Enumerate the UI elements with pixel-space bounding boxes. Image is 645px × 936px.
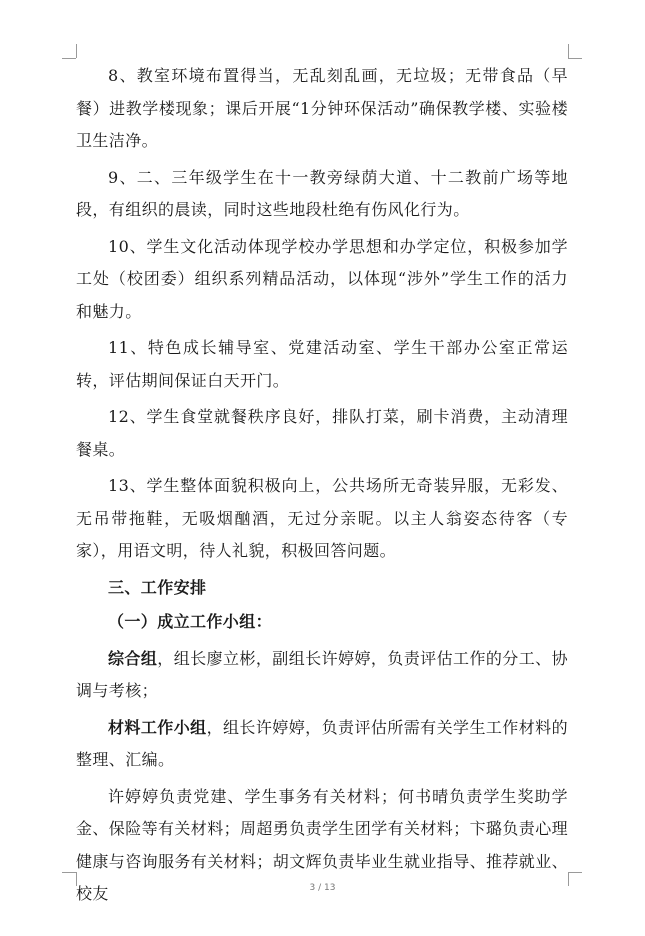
crop-mark-bottom-left-h — [62, 872, 76, 873]
document-page-body — [76, 60, 568, 915]
crop-mark-top-right-h — [568, 58, 582, 59]
paragraph-item-10: 10、学生文化活动体现学校办学思想和办学定位，积极参加学工处（校团委）组织系列精品活动，以体现“涉外”学生工作的活力和魅力。 — [76, 236, 568, 321]
group-comprehensive-term: 综合组 — [108, 648, 158, 668]
paragraph-item-13: 13、学生整体面貌积极向上，公共场所无奇装异服，无彩发、无吊带拖鞋，无吸烟酗酒，无过分亲昵。以主人翁姿态待客（专家），用语文明，待人礼貌，积极回答问题。 — [76, 476, 568, 560]
group-comprehensive-text: ，组长廖立彬，副组长许婷婷，负责评估工作的分工、协调与考核； — [76, 648, 568, 700]
responsibilities-paragraph: 许婷婷负责党建、学生事务有关材料；何书晴负责学生奖助学金、保险等有关材料；周超勇负责学生团学有关材料；卞璐负责心理健康与咨询服务有关材料；胡文辉负责毕业生就业指导、推荐就业、校友 — [76, 786, 569, 903]
crop-mark-bottom-right-h — [568, 872, 582, 873]
paragraph-item-9: 9、二、三年级学生在十一教旁绿荫大道、十二教前广场等地段，有组织的晨读，同时这些地段杜绝有伤风化行为。 — [76, 167, 568, 219]
crop-mark-top-right-v — [568, 44, 569, 58]
paragraph-item-8: 8、教室环境布置得当，无乱刻乱画，无垃圾；无带食品（早餐）进教学楼现象；课后开展“1分钟环保活动”确保教学楼、实验楼卫生洁净。 — [76, 66, 568, 150]
section-heading: 三、工作安排 — [108, 577, 207, 597]
group-comprehensive-paragraph — [76, 643, 568, 708]
paragraph-item-12: 12、学生食堂就餐秩序良好，排队打菜，刷卡消费，主动清理餐桌。 — [76, 407, 568, 459]
group-materials-term: 材料工作小组 — [108, 717, 207, 737]
group-materials-text: ，组长许婷婷，负责评估所需有关学生工作材料的整理、汇编。 — [76, 717, 568, 769]
paragraph-item-11: 11、特色成长辅导室、党建活动室、学生干部办公室正常运转，评估期间保证白天开门。 — [76, 338, 568, 390]
crop-mark-top-left-v — [76, 44, 77, 58]
sub-heading: （一）成立工作小组： — [108, 612, 273, 631]
group-materials-paragraph — [76, 712, 568, 777]
crop-mark-top-left-h — [62, 58, 76, 59]
page-indicator: 3 / 13 — [309, 883, 336, 893]
